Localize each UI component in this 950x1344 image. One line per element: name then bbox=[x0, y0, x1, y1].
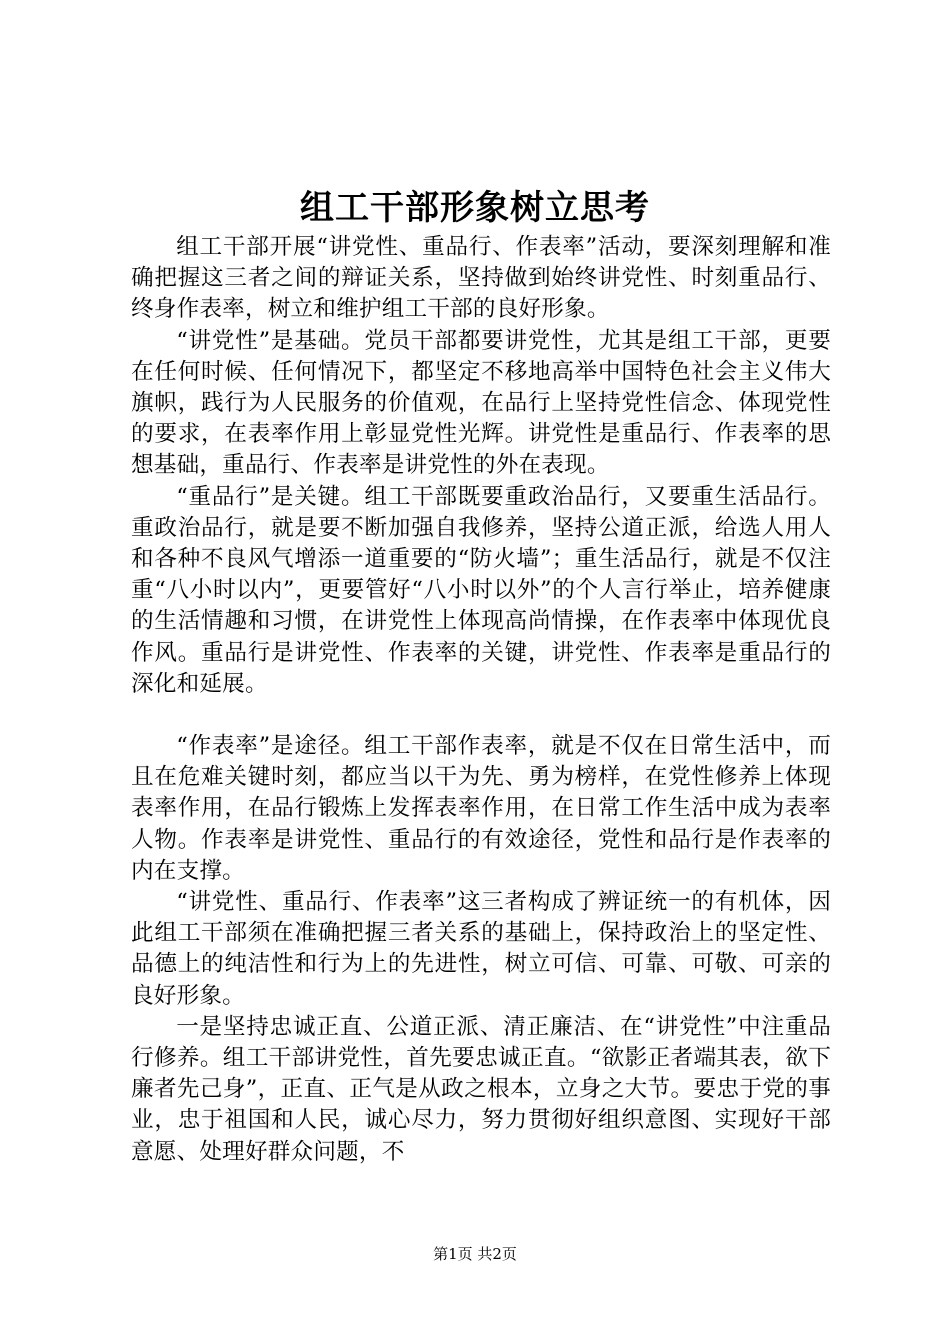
paragraph-party-spirit: “讲党性”是基础。党员干部都要讲党性，尤其是组工干部，更要在任何时候、任何情况下，都坚定不移地高举中国特色社会主义伟大旗帜，践行为人民服务的价值观，在品行上坚持党性信念、体现党性的要求，在表率作用上彰显党性光辉。讲党性是重品行、作表率的思想基础，重品行、作表率是讲党性的外在表现。 bbox=[131, 327, 831, 479]
paragraph-intro: 组工干部开展“讲党性、重品行、作表率”活动，要深刻理解和准确把握这三者之间的辩证关系，坚持做到始终讲党性、时刻重品行、终身作表率，树立和维护组工干部的良好形象。 bbox=[131, 234, 831, 323]
paragraph-loyalty: 一是坚持忠诚正直、公道正派、清正廉洁、在“讲党性”中注重品行修养。组工干部讲党性，首先要忠诚正直。“欲影正者端其表，欲下廉者先己身”，正直、正气是从政之根本，立身之大节。要忠于党的事业，忠于祖国和人民，诚心尽力，努力贯彻好组织意图、实现好干部意愿、处理好群众问题，不 bbox=[131, 1013, 832, 1165]
paragraph-unity: “讲党性、重品行、作表率”这三者构成了辨证统一的有机体，因此组工干部须在准确把握三者关系的基础上，保持政治上的坚定性、品德上的纯洁性和行为上的先进性，树立可信、可靠、可敬、可亲的良好形象。 bbox=[131, 889, 831, 1009]
document-body bbox=[131, 232, 831, 1168]
paragraph-example: “作表率”是途径。组工干部作表率，就是不仅在日常生活中，而且在危难关键时刻，都应当以干为先、勇为榜样，在党性修养上体现表率作用，在品行锻炼上发挥表率作用，在日常工作生活中成为表率人物。作表率是讲党性、重品行的有效途径，党性和品行是作表率的内在支撑。 bbox=[131, 733, 831, 884]
page-number-footer: 第1页 共2页 bbox=[433, 1245, 517, 1263]
paragraph-conduct: “重品行”是关键。组工干部既要重政治品行，又要重生活品行。重政治品行，就是要不断加强自我修养，坚持公道正派，给选人用人和各种不良风气增添一道重要的“防火墙”；重生活品行，就是不仅注重“八小时以内”，更要管好“八小时以外”的个人言行举止，培养健康的生活情趣和习惯，在讲党性上体现高尚情操，在作表率中体现优良作风。重品行是讲党性、作表率的关键，讲党性、作表率是重品行的深化和延展。 bbox=[131, 483, 831, 697]
page-title: 组工干部形象树立思考 bbox=[300, 188, 650, 228]
